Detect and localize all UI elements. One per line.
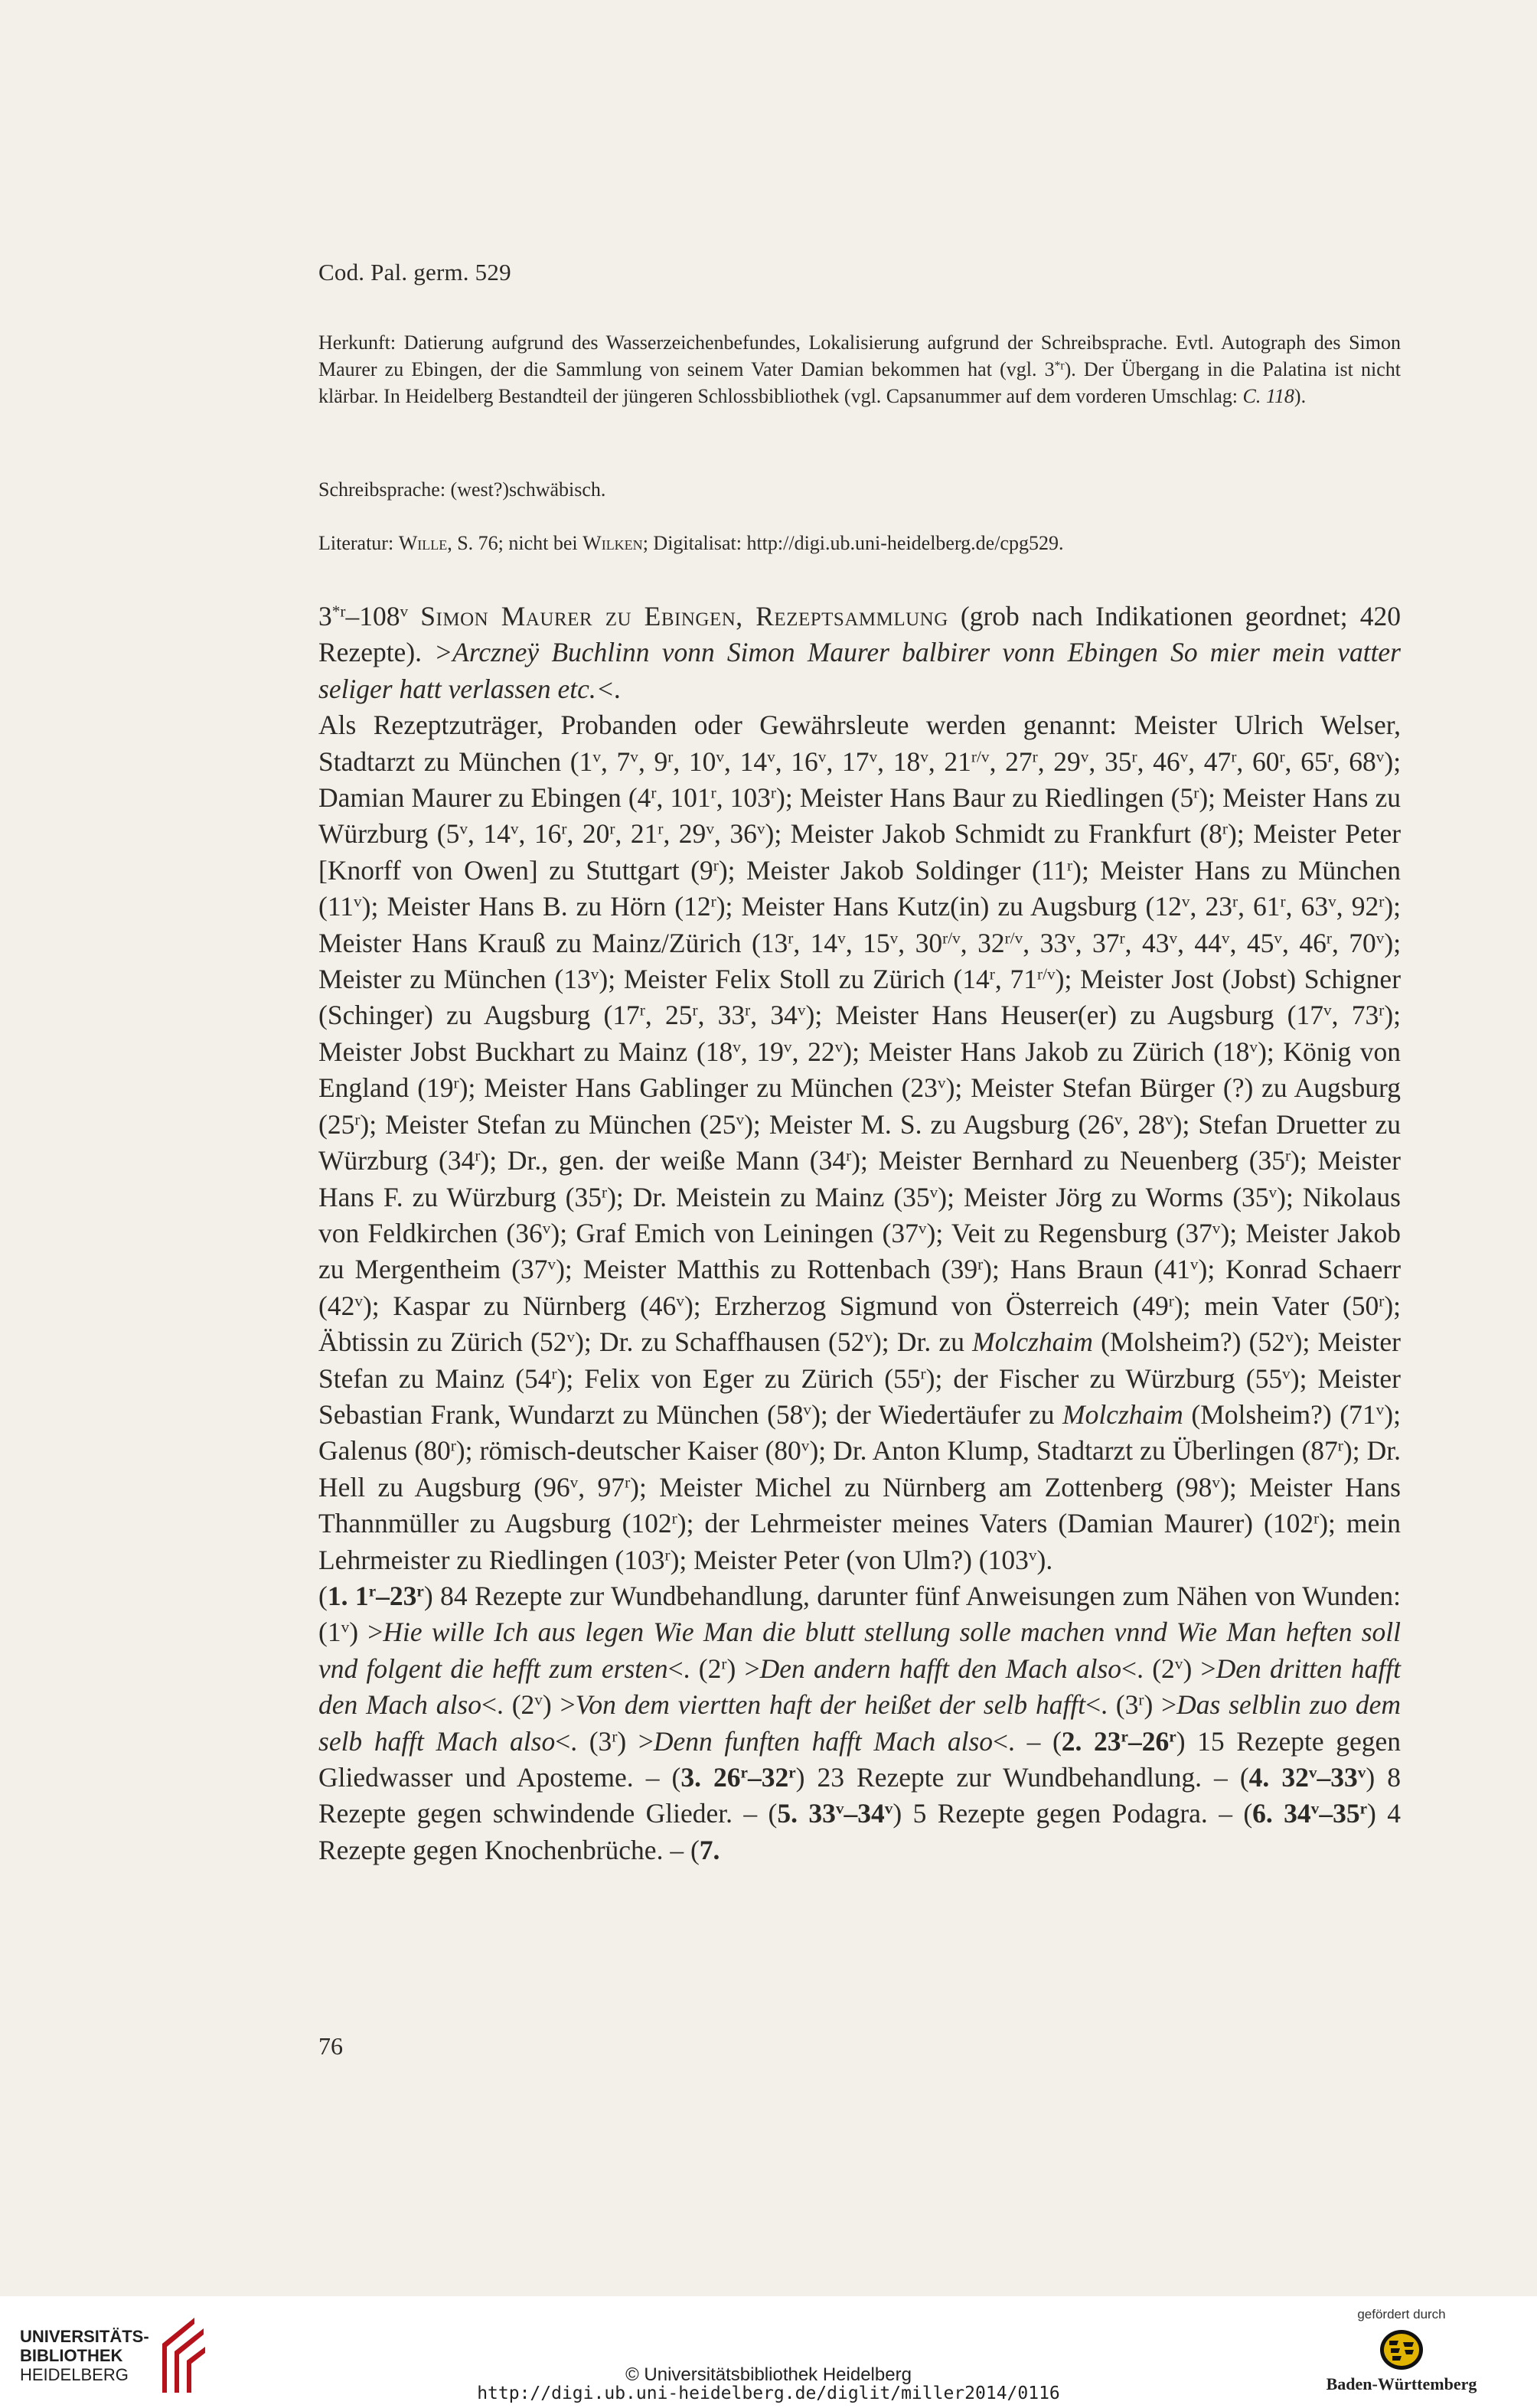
contents-paragraph: (1. 1$^r$–23$^r$) 84 Rezepte zur Wundbehandlung, darunter fünf Anweisungen zum Nähen von Wunden: $(1^v) >Hie$ wille Ich aus legen Wie Man die blutt stellung solle machen vnnd Wie Man heften soll vnd folgent die hefft zum ersten<. $(2^r) >Den$ andern hafft den Mach also<. $(2^v) >Den$ dritten hafft den Mach also<. $(2^v) >Von$ dem viertten haft der heißet der selb hafft<. $(3^r) >Das$ selblin zuo dem selb hafft Mach also<. $(3^r)$ >Denn funften hafft Mach also<. – (2. 23$^r$–26$^r$) 15 Rezepte gegen Gliedwasser und Aposteme. – (3. 26$^r$–32$^r$) 23 Rezepte zur Wundbehandlung. – (4. 32$^v$–33$^v$) 8 Rezepte gegen schwindende Glieder. – (5. 33$^v$–34$^v$) 5 Rezepte gegen Podagra. – (6. 34$^v$–35$^r$) 4 Rezepte gegen Knochenbrüche. – (7. [318, 1580, 1402, 1865]
copyright-notice [0, 2365, 1537, 2403]
footer-bar [0, 2296, 1537, 2408]
manuscript-description [318, 599, 1401, 1868]
entry-incipit: >Arczneÿ Buchlinn vonn Simon Maurer balbirer vonn Ebingen So mier mein vatter seliger hatt verlassen etc.<. [318, 637, 1402, 704]
entry-heading-paragraph: 3$^{*r}$–108$^v$ Simon Maurer zu Ebingen, Rezeptsammlung (grob nach Indikationen geordnet; 420 Rezepte). >Arczneÿ Buchlinn vonn Simon Maurer balbirer vonn Ebingen So mier mein vatter seliger hatt verlassen etc.<. [318, 601, 1402, 704]
writing-language-note: Schreibsprache: (west?)schwäbisch. [318, 478, 606, 501]
funded-by-label: gefördert durch [1357, 2307, 1446, 2322]
literature-note: Literatur: Wille, S. 76; nicht bei Wilken; Digitalisat: http://digi.ub.uni-heidelberg.de/cpg529. [318, 532, 1064, 554]
entry-title: Simon Maurer zu Ebingen, Rezeptsammlung [420, 601, 948, 631]
state-name: Baden-Württemberg [1326, 2374, 1477, 2393]
state-coat-of-arms-icon [1379, 2328, 1424, 2371]
codex-signature: Cod. Pal. germ. 529 [318, 259, 511, 286]
permalink-url[interactable]: http://digi.ub.uni-heidelberg.de/diglit/miller2014/0116 [477, 2384, 1060, 2403]
funding-notice [1313, 2307, 1490, 2394]
copyright-text: © Universitätsbibliothek Heidelberg [625, 2364, 912, 2385]
contributors-paragraph: Als Rezeptzuträger, Probanden oder Gewährsleute werden genannt: Meister Ulrich Welser, Stadtarzt zu München (1$^v$, 7$^v$, 9$^r$, 10$^v$, 14$^v$, 16$^v$, 17$^v$, 18$^v$, $21^{r/v}$, 27$^r$, 29$^v$, 35$^r$, 46$^v$, 47$^r$, 60$^r$, 65$^r$, 68$^v$); Damian Maurer zu Ebingen (4$^r$, 101$^r$, 103$^r$); Meister Hans Baur zu Riedlingen (5$^r$); Meister Hans zu Würzburg (5$^v$, 14$^v$, 16$^r$, 20$^r$, 21$^r$, 29$^v$, 36$^v$); Meister Jakob Schmidt zu Frankfurt (8$^r$); Meister Peter [Knorff von Owen] zu Stuttgart (9$^r$); Meister Jakob Soldinger (11$^r$); Meister Hans zu München (11$^v$); Meister Hans B. zu Hörn (12$^r$); Meister Hans Kutz(in) zu Augsburg (12$^v$, 23$^r$, 61$^r$, 63$^v$, 92$^r$); Meister Hans Krauß zu Mainz/Zürich (13$^r$, 14$^v$, 15$^v$, $30^{r/v}$, $32^{r/v}$, 33$^v$, 37$^r$, 43$^v$, 44$^v$, 45$^v$, 46$^r$, 70$^v$); Meister zu München (13$^v$); Meister Felix Stoll zu Zürich (14$^r$, $71^{r/v}$); Meister Jost (Jobst) Schigner (Schinger) zu Augsburg (17$^r$, 25$^r$, 33$^r$, 34$^v$); Meister Hans Heuser(er) zu Augsburg (17$^v$, 73$^r$); Meister Jobst Buckhart zu Mainz (18$^v$, 19$^v$, 22$^v$); Meister Hans Jakob zu Zürich (18$^v$); König von England (19$^r$); Meister Hans Gablinger zu München (23$^v$); Meister Stefan Bürger (?) zu Augsburg (25$^r$); Meister Stefan zu München (25$^v$); Meister M. S. zu Augsburg (26$^v$, 28$^v$); Stefan Druetter zu Würzburg (34$^r$); Dr., gen. der weiße Mann (34$^r$); Meister Bernhard zu Neuenberg (35$^r$); Meister Hans F. zu Würzburg (35$^r$); Dr. Meistein zu Mainz (35$^v$); Meister Jörg zu Worms (35$^v$); Nikolaus von Feldkirchen (36$^v$); Graf Emich von Leiningen (37$^v$); Veit zu Regensburg (37$^v$); Meister Jakob zu Mergentheim (37$^v$); Meister Matthis zu Rottenbach (39$^r$); Hans Braun (41$^v$); Konrad Schaerr (42$^v$); Kaspar zu Nürnberg (46$^v$); Erzherzog Sigmund von Österreich (49$^r$); mein Vater (50$^r$); Äbtissin zu Zürich (52$^v$); Dr. zu Schaffhausen (52$^v$); Dr. zu Molczhaim (Molsheim?) (52$^v$); Meister Stefan zu Mainz (54$^r$); Felix von Eger zu Zürich (55$^r$); der Fischer zu Würzburg (55$^v$); Meister Sebastian Frank, Wundarzt zu München (58$^v$); der Wiedertäufer zu Molczhaim (Molsheim?) (71$^v$); Galenus (80$^r$); römisch-deutscher Kaiser (80$^v$); Dr. Anton Klump, Stadtarzt zu Überlingen (87$^r$); Dr. Hell zu Augsburg (96$^v$, 97$^r$); Meister Michel zu Nürnberg am Zottenberg (98$^v$); Meister Hans Thannmüller zu Augsburg (102$^r$); der Lehrmeister meines Vaters (Damian Maurer) (102$^r$); mein Lehrmeister zu Riedlingen (103$^r$); Meister Peter (von Ulm?) (103$^v$). [318, 710, 1402, 1575]
origin-note: Herkunft: Datierung aufgrund des Wasserzeichenbefundes, Lokalisierung aufgrund der Schreibsprache. Evtl. Autograph des Simon Maurer zu Ebingen, der die Sammlung von seinem Vater Damian bekommen hat (vgl. 3$^{*r}$). Der Übergang in die Palatina ist nicht klärbar. In Heidelberg Bestandteil der jüngeren Schlossbibliothek (vgl. Capsanummer auf dem vorderen Umschlag: C. 118). [318, 331, 1402, 407]
library-name-line3: HEIDELBERG [20, 2365, 129, 2384]
library-name-line1: UNIVERSITÄTS- [20, 2327, 149, 2346]
library-name-line2: BIBLIOTHEK [20, 2346, 123, 2365]
page-number: 76 [318, 2032, 343, 2060]
